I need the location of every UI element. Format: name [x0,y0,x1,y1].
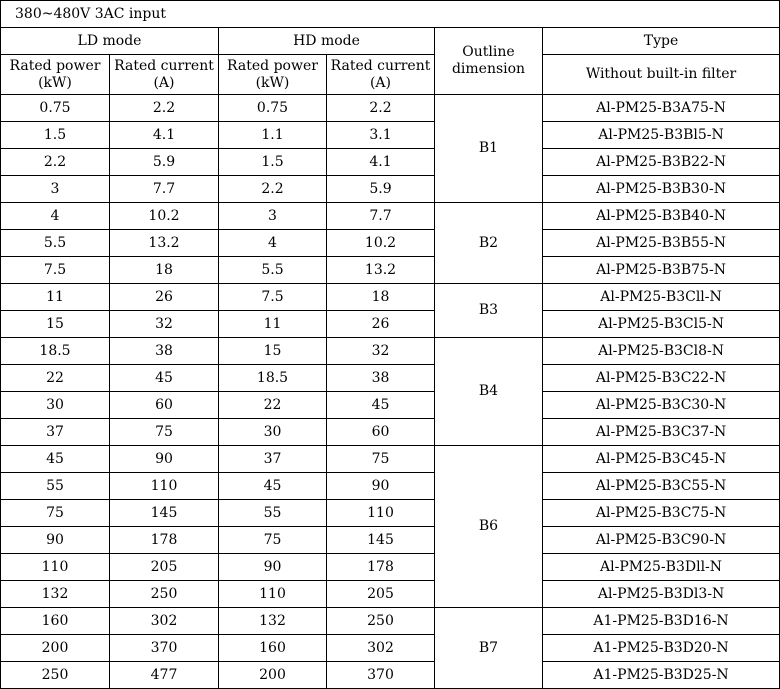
type-cell: Al-PM25-B3B75-N [543,257,780,284]
table-row [1,311,780,338]
hd-rated-current-cell: 75 [327,446,435,473]
table-row [1,365,780,392]
ld-rated-current-cell: 4.1 [110,122,219,149]
hd-rated-current-cell: 110 [327,500,435,527]
hd-rated-power-cell: 132 [219,608,327,635]
table-row [1,284,780,311]
hd-rated-power-cell: 2.2 [219,176,327,203]
type-cell: Al-PM25-B3B22-N [543,149,780,176]
ld-rated-power-cell: 37 [1,419,110,446]
table-row [1,635,780,662]
hd-rated-current-cell: 18 [327,284,435,311]
hd-rated-power-cell: 75 [219,527,327,554]
hd-rated-power-cell: 110 [219,581,327,608]
table-row [1,608,780,635]
table-row [1,176,780,203]
ld-rated-current-cell: 178 [110,527,219,554]
ld-rated-current-cell: 13.2 [110,230,219,257]
ld-rated-power-cell: 160 [1,608,110,635]
ld-rated-current-cell: 45 [110,365,219,392]
table-row [1,122,780,149]
ld-rated-power-cell: 30 [1,392,110,419]
ld-rated-power-cell: 250 [1,662,110,689]
ld-rated-current-cell: 75 [110,419,219,446]
hd-rated-power-cell: 90 [219,554,327,581]
hd-rated-current-cell: 7.7 [327,203,435,230]
type-cell: Al-PM25-B3C37-N [543,419,780,446]
outline-dimension-cell: B3 [435,284,543,338]
hd-rated-power-cell: 160 [219,635,327,662]
hd-rated-power-cell: 0.75 [219,95,327,122]
table-row [1,257,780,284]
hd-rated-power-cell: 15 [219,338,327,365]
hd-rated-current-cell: 370 [327,662,435,689]
table-row [1,662,780,689]
type-cell: Al-PM25-B3C75-N [543,500,780,527]
title-row [1,1,780,28]
hd-rated-power-cell: 18.5 [219,365,327,392]
hd-rated-current-cell: 90 [327,473,435,500]
hd-rated-current-cell: 302 [327,635,435,662]
hd-rated-current-cell: 26 [327,311,435,338]
type-cell: A1-PM25-B3D16-N [543,608,780,635]
hd-rated-current-cell: 2.2 [327,95,435,122]
ld-rated-current-cell: 32 [110,311,219,338]
ld-rated-current-cell: 90 [110,446,219,473]
ld-rated-current-cell: 250 [110,581,219,608]
table-row [1,230,780,257]
table-row [1,554,780,581]
type-cell: Al-PM25-B3B40-N [543,203,780,230]
outline-dimension-cell: B2 [435,203,543,284]
hd-rated-current-cell: 45 [327,392,435,419]
ld-rated-power-cell: 200 [1,635,110,662]
type-cell: Al-PM25-B3Dll-N [543,554,780,581]
ld-rated-power-cell: 4 [1,203,110,230]
hd-rated-current-cell: 60 [327,419,435,446]
hd-mode-header: HD mode [219,28,435,55]
ld-rated-power-cell: 15 [1,311,110,338]
hd-rated-power-cell: 30 [219,419,327,446]
hd-rated-current-cell: 178 [327,554,435,581]
ld-rated-current-cell: 26 [110,284,219,311]
ld-rated-current-cell: 5.9 [110,149,219,176]
hd-rated-power-cell: 4 [219,230,327,257]
hd-rated-power-cell: 37 [219,446,327,473]
ld-rated-current-cell: 205 [110,554,219,581]
ld-rated-current-cell: 7.7 [110,176,219,203]
table-row [1,149,780,176]
type-cell: Al-PM25-B3C22-N [543,365,780,392]
hd-rated-power-cell: 200 [219,662,327,689]
ld-rated-current-cell: 145 [110,500,219,527]
hd-rated-power-cell: 11 [219,311,327,338]
outline-dimension-cell: B6 [435,446,543,608]
outline-dimension-cell: B1 [435,95,543,203]
outline-dimension-cell: B4 [435,338,543,446]
hd-rated-current-cell: 32 [327,338,435,365]
type-cell: Al-PM25-B3C30-N [543,392,780,419]
ld-rated-current-cell: 2.2 [110,95,219,122]
ld-rated-power-cell: 2.2 [1,149,110,176]
type-cell: Al-PM25-B3Cl5-N [543,311,780,338]
hd-rated-current-cell: 13.2 [327,257,435,284]
ld-rated-power-cell: 55 [1,473,110,500]
type-cell: Al-PM25-B3A75-N [543,95,780,122]
type-cell: A1-PM25-B3D25-N [543,662,780,689]
ld-rated-power-cell: 75 [1,500,110,527]
ld-rated-current-cell: 370 [110,635,219,662]
ld-rated-current-cell: 302 [110,608,219,635]
ld-mode-header: LD mode [1,28,219,55]
ld-rated-current-cell: 18 [110,257,219,284]
hd-rated-power-header: Rated power (kW) [219,55,327,95]
ld-rated-current-header: Rated current (A) [110,55,219,95]
table-row [1,500,780,527]
ld-rated-current-cell: 60 [110,392,219,419]
table-row [1,473,780,500]
ld-rated-power-cell: 7.5 [1,257,110,284]
hd-rated-power-cell: 1.1 [219,122,327,149]
type-cell: Al-PM25-B3C45-N [543,446,780,473]
hd-rated-power-cell: 45 [219,473,327,500]
hd-rated-power-cell: 5.5 [219,257,327,284]
ld-rated-power-cell: 18.5 [1,338,110,365]
table-row [1,203,780,230]
hd-rated-power-cell: 22 [219,392,327,419]
type-cell: Al-PM25-B3B55-N [543,230,780,257]
type-cell: Al-PM25-B3B30-N [543,176,780,203]
table-title: 380~480V 3AC input [1,1,780,28]
table-row [1,338,780,365]
hd-rated-power-cell: 55 [219,500,327,527]
ld-rated-current-cell: 477 [110,662,219,689]
ld-rated-power-header: Rated power (kW) [1,55,110,95]
ld-rated-power-cell: 5.5 [1,230,110,257]
type-cell: Al-PM25-B3Cll-N [543,284,780,311]
type-cell: Al-PM25-B3Dl3-N [543,581,780,608]
table-row [1,95,780,122]
ld-rated-power-cell: 3 [1,176,110,203]
hd-rated-current-cell: 4.1 [327,149,435,176]
table-row [1,446,780,473]
table-row [1,527,780,554]
ld-rated-power-cell: 11 [1,284,110,311]
type-cell: Al-PM25-B3Bl5-N [543,122,780,149]
hd-rated-current-cell: 38 [327,365,435,392]
type-header: Type [543,28,780,55]
ld-rated-power-cell: 90 [1,527,110,554]
type-cell: Al-PM25-B3Cl8-N [543,338,780,365]
hd-rated-power-cell: 7.5 [219,284,327,311]
hd-rated-current-cell: 3.1 [327,122,435,149]
outline-dimension-cell: B7 [435,608,543,689]
ld-rated-power-cell: 132 [1,581,110,608]
table-row [1,581,780,608]
without-filter-header: Without built-in filter [543,55,780,95]
ld-rated-power-cell: 45 [1,446,110,473]
ld-rated-current-cell: 38 [110,338,219,365]
hd-rated-current-cell: 250 [327,608,435,635]
type-cell: Al-PM25-B3C90-N [543,527,780,554]
ld-rated-power-cell: 110 [1,554,110,581]
type-cell: Al-PM25-B3C55-N [543,473,780,500]
hd-rated-current-cell: 145 [327,527,435,554]
hd-rated-current-cell: 10.2 [327,230,435,257]
outline-dimension-header: Outline dimension [435,28,543,95]
hd-rated-power-cell: 3 [219,203,327,230]
table-row [1,392,780,419]
ld-rated-current-cell: 10.2 [110,203,219,230]
table-row [1,419,780,446]
ld-rated-power-cell: 1.5 [1,122,110,149]
ld-rated-power-cell: 0.75 [1,95,110,122]
hd-rated-current-header: Rated current (A) [327,55,435,95]
ld-rated-current-cell: 110 [110,473,219,500]
hd-rated-current-cell: 5.9 [327,176,435,203]
hd-rated-power-cell: 1.5 [219,149,327,176]
header-sub-row [1,55,780,95]
hd-rated-current-cell: 205 [327,581,435,608]
type-cell: A1-PM25-B3D20-N [543,635,780,662]
header-group-row [1,28,780,55]
ld-rated-power-cell: 22 [1,365,110,392]
